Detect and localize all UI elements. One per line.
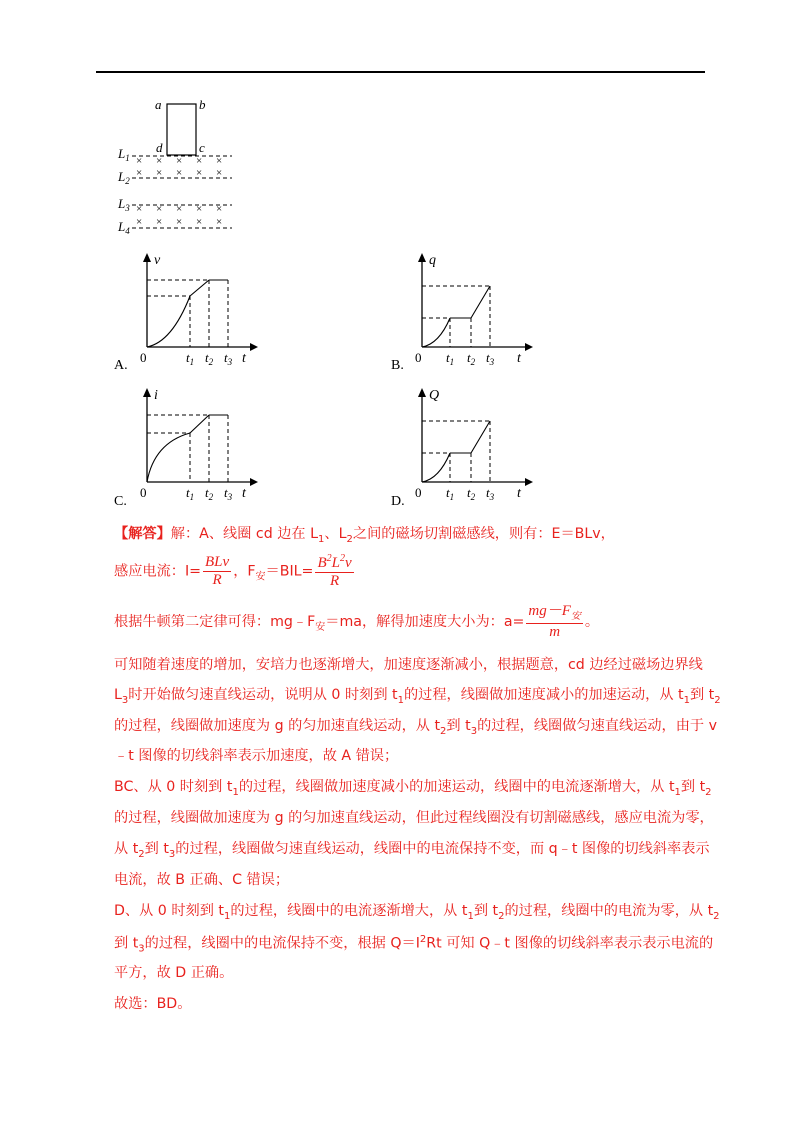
option-a-label: A. [114, 358, 128, 373]
svg-text:t1: $t_1$ [186, 350, 195, 367]
solution-line-9: 的过程，线圈做加速度为 g 的匀加速直线运动，但此过程线圈没有切割磁感线，感应电流为零， [114, 810, 714, 826]
solution-line-1: 【解答】解：A、线圈 cd 边在 $L_1$、$L_2$之间的磁场切割磁感线，则有：E＝BLv， [114, 526, 615, 545]
graph-b-xlabel: t [517, 351, 521, 366]
svg-text:×: × [156, 216, 163, 228]
coil-field-figure [110, 92, 250, 242]
svg-text:×: × [196, 155, 203, 167]
svg-text:×: × [216, 216, 223, 228]
svg-text:t2: $t_2$ [467, 350, 476, 367]
graph-d-origin: 0 [415, 485, 422, 500]
graph-b-origin: 0 [415, 350, 422, 365]
label-l1: $L_1$ [118, 146, 130, 163]
svg-text:×: × [176, 216, 183, 228]
solution-line-10: 从 $t_2$到 $t_3$的过程，线圈做匀速直线运动，线圈中的电流保持不变，而 q﹣t 图像的切线斜率表示 [114, 841, 710, 860]
graph-b-ylabel: q [429, 253, 436, 268]
svg-text:t1: $t_1$ [186, 485, 195, 502]
label-l3: $L_3$ [118, 196, 130, 213]
svg-text:t3: $t_3$ [486, 350, 495, 367]
svg-text:×: × [216, 155, 223, 167]
option-c-label: C. [114, 494, 127, 509]
svg-text:×: × [176, 203, 183, 215]
svg-text:×: × [196, 203, 203, 215]
svg-text:×: × [216, 203, 223, 215]
svg-text:×: × [136, 155, 143, 167]
field-marks [136, 155, 222, 228]
solution-line-5: $L_3$时开始做匀速直线运动，说明从 0 时刻到 $t_1$的过程，线圈做加速度减小的加速运动，从 $t_1$到 $t_2$ [114, 687, 721, 706]
label-c: c [199, 140, 205, 155]
graph-a-origin: 0 [140, 350, 147, 365]
solution-line-3: 根据牛顿第二定律可得：$mg﹣F_安=ma$，解得加速度大小为：a= $\frac{mg-F_安}{m}$ 。 [114, 603, 600, 640]
option-b-label: B. [391, 358, 404, 373]
svg-text:t2: $t_2$ [205, 350, 214, 367]
solution-line-14: 平方，故 D 正确。 [114, 965, 234, 981]
graph-d-ylabel: Q [429, 388, 440, 403]
label-l2: $L_2$ [118, 169, 130, 186]
svg-text:×: × [136, 167, 143, 179]
solution-line-11: 电流，故 B 正确、C 错误； [114, 872, 290, 888]
solution-line-8: BC、从 0 时刻到 $t_1$的过程，线圈做加速度减小的加速运动，线圈中的电流逐渐增大，从 $t_1$到 $t_2$ [114, 779, 712, 798]
solution-line-7: ﹣t 图像的切线斜率表示加速度，故 A 错误； [114, 748, 399, 764]
label-b: b [199, 97, 206, 112]
solution-line-6: 的过程，线圈做加速度为 g 的匀加速直线运动，从 $t_2$到 $t_3$的过程，线圈做匀速直线运动，由于 v [114, 718, 717, 737]
solution-tag: 【解答】 [114, 526, 171, 542]
svg-text:t1: $t_1$ [446, 350, 455, 367]
graph-d-xlabel: t [517, 486, 521, 501]
coil-loop [167, 104, 196, 155]
graph-c-origin: 0 [140, 485, 147, 500]
graph-a-vt [132, 250, 262, 370]
graph-c-it [132, 385, 262, 505]
svg-text:t1: $t_1$ [446, 485, 455, 502]
label-d: d [156, 140, 163, 155]
svg-text:×: × [156, 155, 163, 167]
svg-text:×: × [136, 216, 143, 228]
svg-text:×: × [156, 167, 163, 179]
svg-text:t3: $t_3$ [486, 485, 495, 502]
svg-text:×: × [156, 203, 163, 215]
graph-b-qt [407, 250, 537, 370]
graph-c-xlabel: t [242, 486, 246, 501]
solution-line-12: D、从 0 时刻到 $t_1$的过程，线圈中的电流逐渐增大，从 $t_1$到 $t_2$的过程，线圈中的电流为零，从 $t_2$ [114, 903, 720, 922]
svg-text:×: × [216, 167, 223, 179]
graph-a-ylabel: v [154, 253, 161, 268]
svg-text:×: × [136, 203, 143, 215]
svg-text:t2: $t_2$ [205, 485, 214, 502]
svg-text:t2: $t_2$ [467, 485, 476, 502]
svg-text:×: × [176, 167, 183, 179]
svg-text:×: × [196, 216, 203, 228]
svg-text:×: × [196, 167, 203, 179]
fraction-current: $\frac{\text{BLv}}{R}$ [205, 554, 230, 588]
option-d-label: D. [391, 494, 405, 509]
svg-text:t3: $t_3$ [224, 485, 233, 502]
solution-line-4: 可知随着速度的增加，安培力也逐渐增大，加速度逐渐减小，根据题意，cd 边经过磁场边界线 [114, 657, 703, 673]
graph-a-xlabel: t [242, 351, 246, 366]
svg-text:×: × [176, 155, 183, 167]
label-l4: $L_4$ [118, 219, 130, 236]
fraction-force: $\frac{B^2L^2v}{R}$ [317, 553, 352, 589]
label-a: a [155, 97, 162, 112]
solution-line-2: 感应电流：I= $\frac{\text{BLv}}{R}$ ，$F_安=BIL=$ $\frac{B^2L^2v}{R}$ [114, 553, 352, 589]
fraction-acceleration: $\frac{mg-F_安}{m}$ [528, 603, 581, 640]
header-rule [96, 71, 705, 73]
solution-line-13: 到 $t_3$的过程，线圈中的电流保持不变，根据 $Q=I^2Rt$ 可知 Q﹣t 图像的切线斜率表示表示电流的 [114, 934, 714, 955]
graph-c-ylabel: i [154, 388, 158, 403]
solution-line-15: 故选：BD。 [114, 996, 192, 1012]
svg-text:t3: $t_3$ [224, 350, 233, 367]
graph-d-Qt [407, 385, 537, 505]
